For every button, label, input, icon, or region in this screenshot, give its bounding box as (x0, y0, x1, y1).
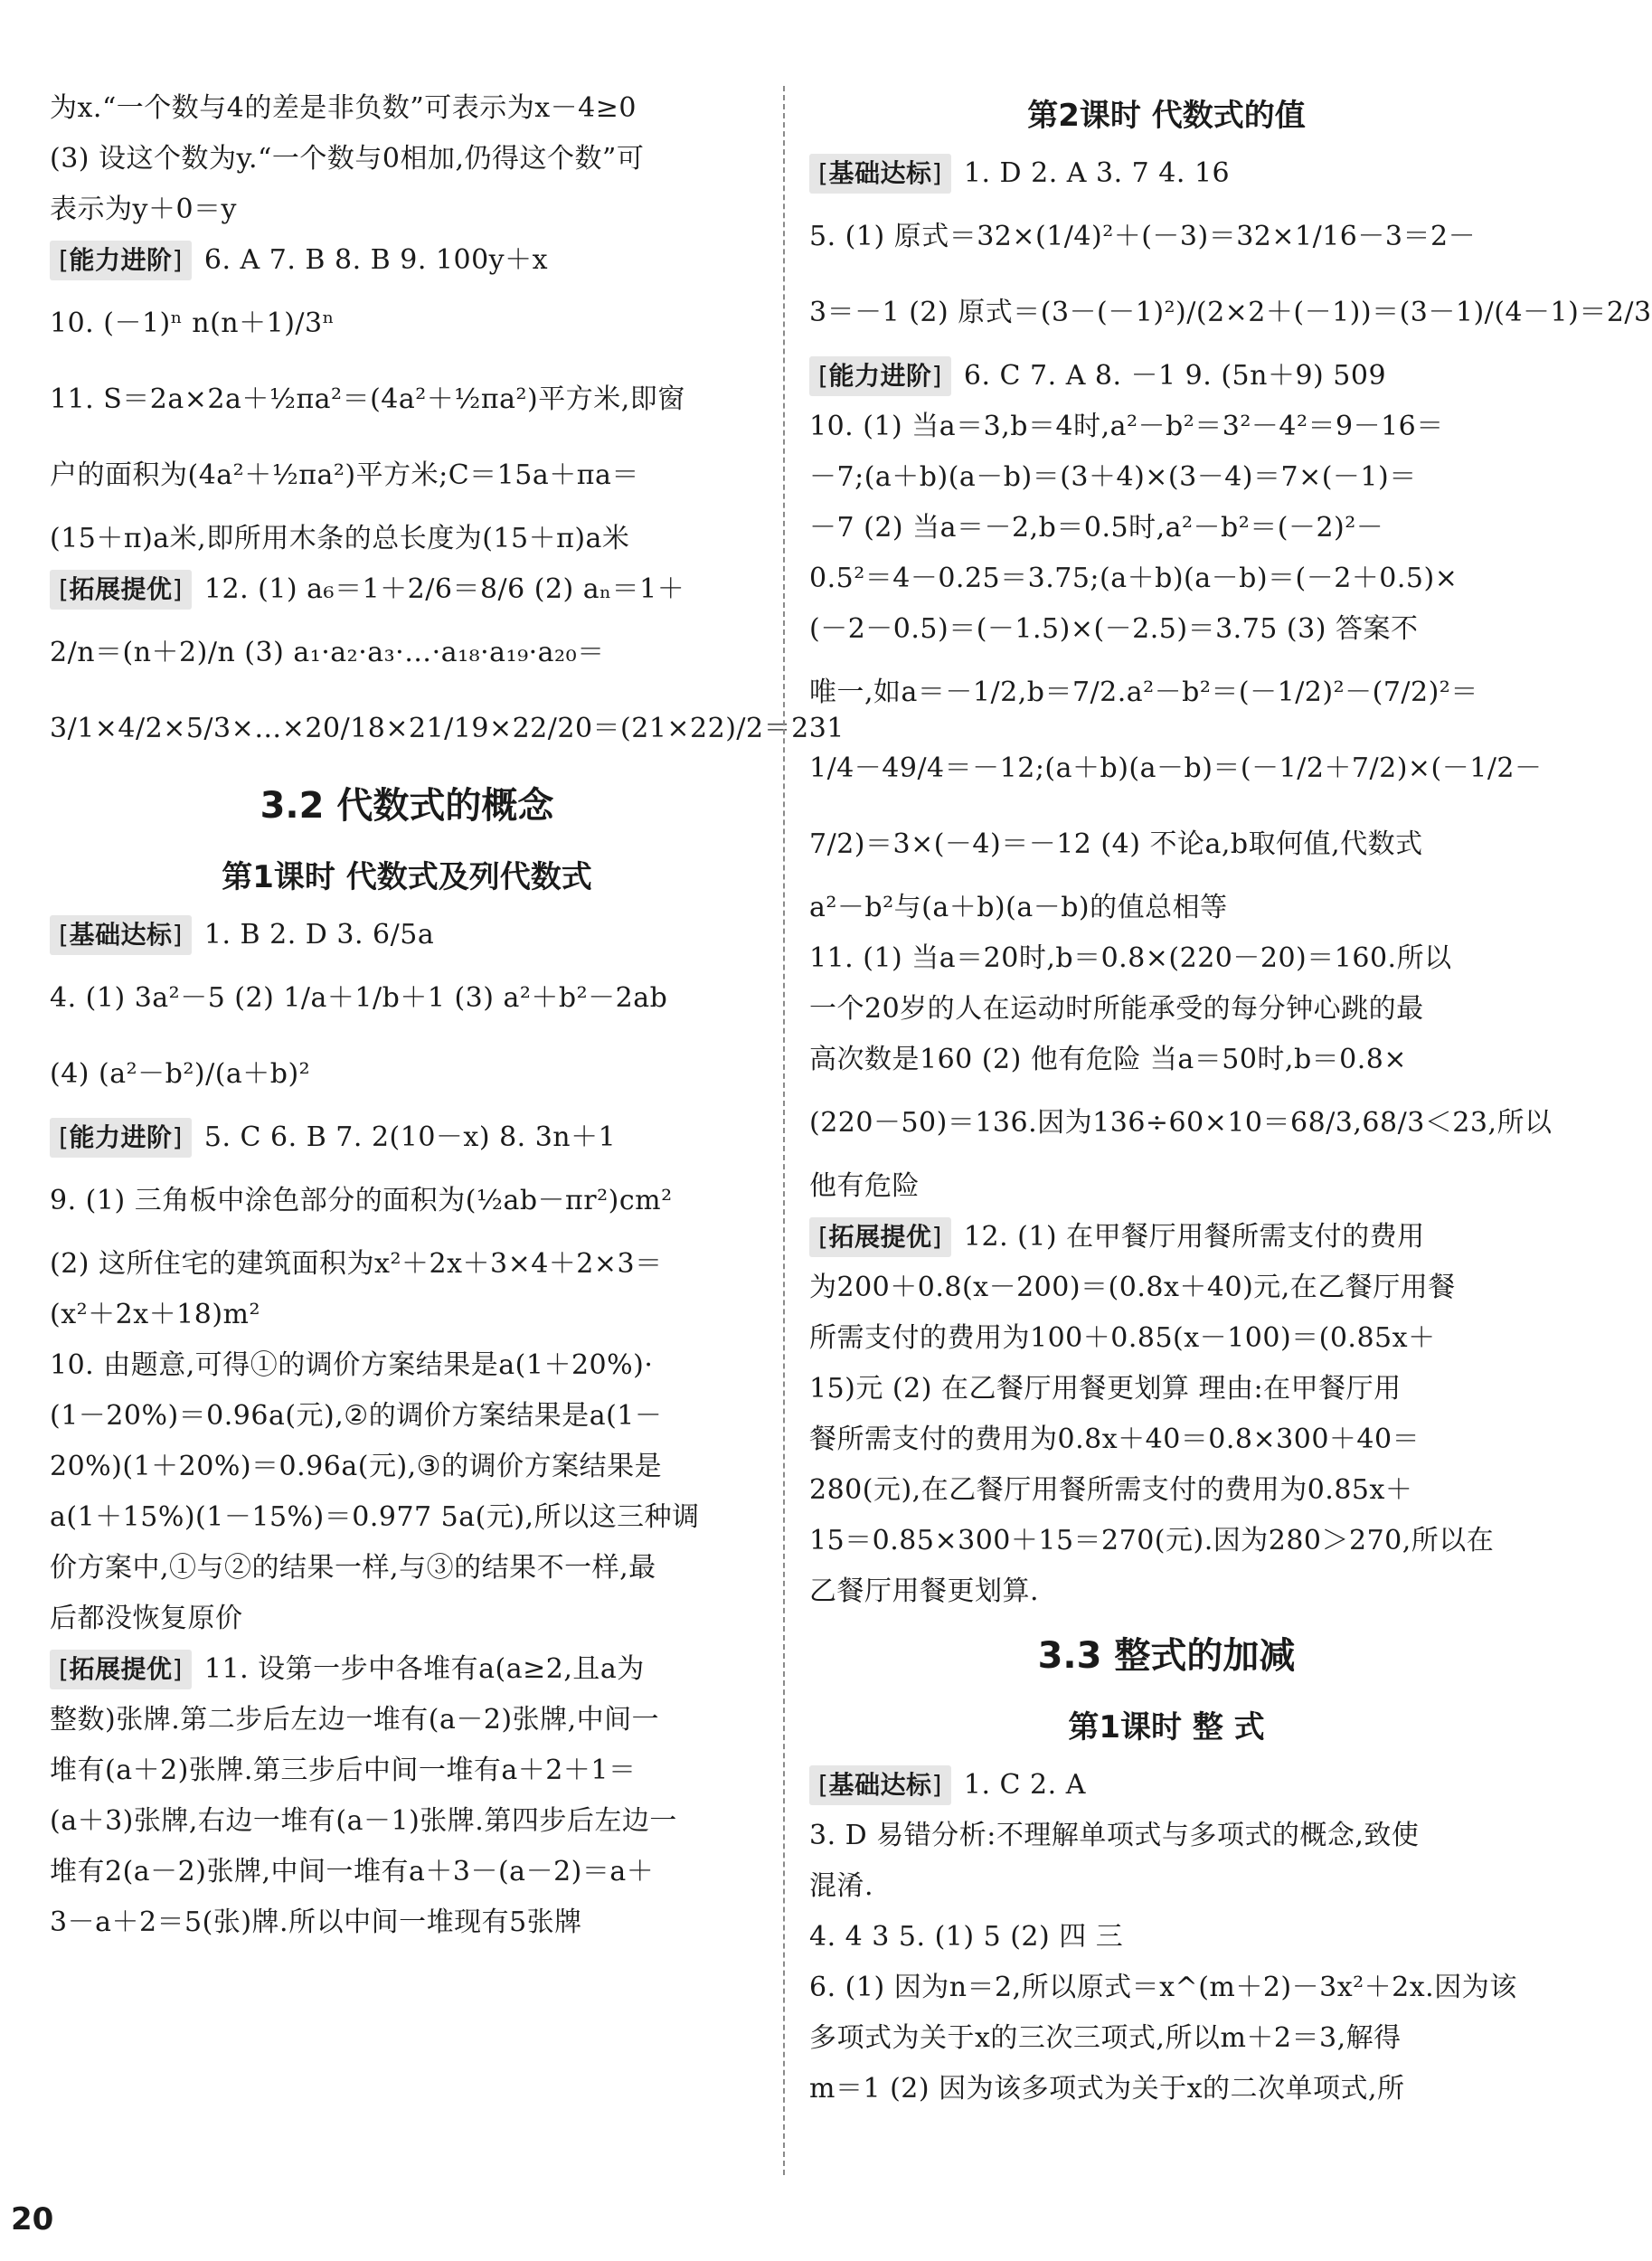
answer-line: m＝1 (2) 因为该多项式为关于x的二次单项式,所 (809, 2073, 1405, 2105)
answer-line: 11. S＝2a×2a＋½πa²＝(4a²＋½πa²)平方米,即窗 (50, 383, 685, 415)
answer-line: 表示为y＋0＝y (50, 194, 237, 225)
level-tag: [ 拓展提优 ] (809, 1217, 951, 1257)
lesson-title: 第2课时 代数式的值 (1027, 98, 1306, 134)
answer-line: 他有危险 (809, 1170, 920, 1202)
answer-text: 12. (1) a₆＝1＋2/6＝8/6 (2) aₙ＝1＋ (203, 573, 685, 605)
answer-line: (4) (a²－b²)/(a＋b)² (50, 1058, 311, 1090)
answer-line: 9. (1) 三角板中涂色部分的面积为(½ab－πr²)cm² (50, 1185, 673, 1216)
answer-group-line (809, 148, 1524, 199)
answer-line: 15＝0.85×300＋15＝270(元).因为280＞270,所以在 (809, 1525, 1495, 1556)
answer-line: －7;(a＋b)(a－b)＝(3＋4)×(3－4)＝7×(－1)＝ (809, 461, 1417, 493)
answer-line: 堆有(a＋2)张牌.第三步后中间一堆有a＋2＋1＝ (50, 1755, 637, 1786)
level-tag: [ 拓展提优 ] (50, 1650, 192, 1689)
answer-group-line (50, 910, 764, 960)
answer-line: 4. (1) 3a²－5 (2) 1/a＋1/b＋1 (3) a²＋b²－2ab (50, 982, 668, 1014)
answer-group-line (50, 1112, 764, 1163)
answer-line: (2) 这所住宅的建筑面积为x²＋2x＋3×4＋2×3＝ (50, 1248, 663, 1280)
answer-line: 整数)张牌.第二步后左边一堆有(a－2)张牌,中间一 (50, 1704, 660, 1736)
answer-line: (3) 设这个数为y.“一个数与0相加,仍得这个数”可 (50, 143, 645, 175)
section-title: 3.2 代数式的概念 (260, 785, 554, 827)
answer-text: 12. (1) 在甲餐厅用餐所需支付的费用 (963, 1221, 1425, 1253)
answer-line: 1/4－49/4＝－12;(a＋b)(a－b)＝(－1/2＋7/2)×(－1/2－ (809, 752, 1543, 784)
level-tag: [ 基础达标 ] (809, 154, 951, 194)
answer-line: 280(元),在乙餐厅用餐所需支付的费用为0.85x＋ (809, 1474, 1413, 1506)
answer-line: 11. (1) 当a＝20时,b＝0.8×(220－20)＝160.所以 (809, 942, 1452, 974)
level-tag: [ 能力进阶 ] (809, 356, 951, 396)
answer-line: 3－a＋2＝5(张)牌.所以中间一堆现有5张牌 (50, 1906, 582, 1938)
answer-group-line (50, 1644, 764, 1695)
answer-group-line (50, 235, 764, 286)
answer-line: 3/1×4/2×5/3×…×20/18×21/19×22/20＝(21×22)/2＝231 (50, 713, 845, 744)
answer-line: 价方案中,①与②的结果一样,与③的结果不一样,最 (50, 1552, 656, 1584)
answer-line: 多项式为关于x的三次三项式,所以m＋2＝3,解得 (809, 2022, 1402, 2054)
answer-group-line (50, 564, 764, 615)
answer-line: 10. (－1)ⁿ n(n＋1)/3ⁿ (50, 307, 335, 339)
answer-line: 0.5²＝4－0.25＝3.75;(a＋b)(a－b)＝(－2＋0.5)× (809, 563, 1458, 594)
level-tag: [ 能力进阶 ] (50, 241, 192, 280)
answer-line: 10. 由题意,可得①的调价方案结果是a(1＋20%)· (50, 1349, 654, 1381)
answer-line: 后都没恢复原价 (50, 1603, 243, 1634)
answer-line: 6. (1) 因为n＝2,所以原式＝x^(m＋2)－3x²＋2x.因为该 (809, 1972, 1517, 2003)
answer-text: 1. B 2. D 3. 6/5a (203, 919, 435, 951)
answer-line: －7 (2) 当a＝－2,b＝0.5时,a²－b²＝(－2)²－ (809, 512, 1384, 544)
answer-line: (1－20%)＝0.96a(元),②的调价方案结果是a(1－ (50, 1400, 663, 1432)
answer-group-line (809, 351, 1524, 402)
answer-line: 户的面积为(4a²＋½πa²)平方米;C＝15a＋πa＝ (50, 459, 639, 491)
right-column (809, 83, 1652, 2114)
answer-line: a²－b²与(a＋b)(a－b)的值总相等 (809, 892, 1228, 923)
answer-line: 4. 4 3 5. (1) 5 (2) 四 三 (809, 1921, 1124, 1953)
answer-group-line (809, 1212, 1524, 1263)
answer-text: 1. D 2. A 3. 7 4. 16 (963, 157, 1231, 189)
answer-line: (a＋3)张牌,右边一堆有(a－1)张牌.第四步后左边一 (50, 1805, 677, 1837)
answer-line: 7/2)＝3×(－4)＝－12 (4) 不论a,b取何值,代数式 (809, 828, 1423, 860)
answer-line: (x²＋2x＋18)m² (50, 1299, 261, 1330)
answer-line: 2/n＝(n＋2)/n (3) a₁·a₂·a₃·…·a₁₈·a₁₉·a₂₀＝ (50, 637, 605, 668)
answer-text: 11. 设第一步中各堆有a(a≥2,且a为 (203, 1653, 645, 1685)
answer-line: 所需支付的费用为100＋0.85(x－100)＝(0.85x＋ (809, 1322, 1436, 1354)
answer-text: 5. C 6. B 7. 2(10－x) 8. 3n＋1 (203, 1121, 617, 1153)
answer-line: (－2－0.5)＝(－1.5)×(－2.5)＝3.75 (3) 答案不 (809, 613, 1419, 645)
answer-line: 为x.“一个数与4的差是非负数”可表示为x－4≥0 (50, 92, 637, 124)
answer-text: 6. C 7. A 8. －1 9. (5n＋9) 509 (963, 360, 1387, 392)
answer-line: 20%)(1＋20%)＝0.96a(元),③的调价方案结果是 (50, 1451, 663, 1482)
section-title: 3.3 整式的加减 (1037, 1635, 1296, 1677)
level-tag: [ 基础达标 ] (809, 1765, 951, 1805)
answer-line: 堆有2(a－2)张牌,中间一堆有a＋3－(a－2)＝a＋ (50, 1856, 655, 1887)
answer-line: a(1＋15%)(1－15%)＝0.977 5a(元),所以这三种调 (50, 1501, 700, 1533)
page-number: 20 (11, 2201, 54, 2237)
answer-group-line (809, 1760, 1524, 1811)
answer-line: 乙餐厅用餐更划算. (809, 1575, 1040, 1607)
answer-line: 10. (1) 当a＝3,b＝4时,a²－b²＝3²－4²＝9－16＝ (809, 411, 1444, 442)
answer-text: 1. C 2. A (963, 1769, 1086, 1801)
answer-line: 混淆. (809, 1870, 874, 1902)
answer-text: 6. A 7. B 8. B 9. 100y＋x (203, 244, 549, 276)
answer-line: 5. (1) 原式＝32×(1/4)²＋(－3)＝32×1/16－3＝2－ (809, 221, 1477, 252)
answer-line: 15)元 (2) 在乙餐厅用餐更划算 理由:在甲餐厅用 (809, 1373, 1402, 1405)
answer-line: 一个20岁的人在运动时所能承受的每分钟心跳的最 (809, 993, 1424, 1025)
answer-line: 唯一,如a＝－1/2,b＝7/2.a²－b²＝(－1/2)²－(7/2)²＝ (809, 676, 1478, 708)
lesson-title: 第1课时 代数式及列代数式 (222, 859, 592, 895)
answer-line: 餐所需支付的费用为0.8x＋40＝0.8×300＋40＝ (809, 1424, 1421, 1455)
answer-line: 3＝－1 (2) 原式＝(3－(－1)²)/(2×2＋(－1))＝(3－1)/(4－1)＝2/3 (809, 297, 1652, 328)
level-tag: [ 基础达标 ] (50, 915, 192, 955)
answer-line: 高次数是160 (2) 他有危险 当a＝50时,b＝0.8× (809, 1044, 1408, 1075)
answer-line: 3. D 易错分析:不理解单项式与多项式的概念,致使 (809, 1820, 1420, 1851)
answer-line: (220－50)＝136.因为136÷60×10＝68/3,68/3＜23,所以 (809, 1107, 1553, 1139)
level-tag: [ 能力进阶 ] (50, 1118, 192, 1158)
lesson-title: 第1课时 整 式 (1068, 1709, 1265, 1745)
answer-line: 为200＋0.8(x－200)＝(0.8x＋40)元,在乙餐厅用餐 (809, 1272, 1456, 1303)
column-divider (783, 86, 785, 2175)
answer-line: (15＋π)a米,即所用木条的总长度为(15＋π)a米 (50, 523, 630, 554)
level-tag: [ 拓展提优 ] (50, 570, 192, 610)
